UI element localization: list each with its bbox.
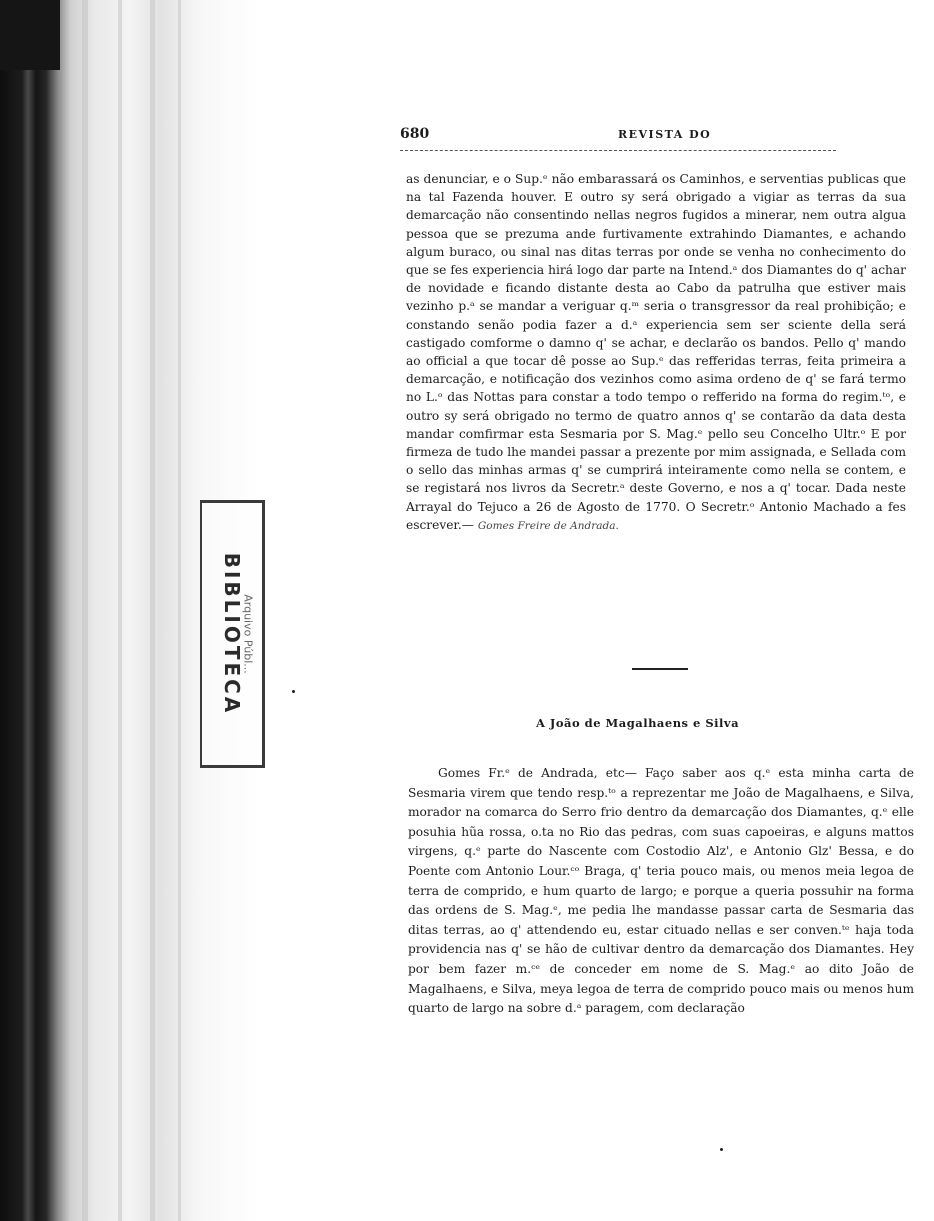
binding-stripe <box>82 0 88 1221</box>
section-title: A João de Magalhaens e Silva <box>536 716 740 730</box>
continuation-text-block <box>406 170 906 535</box>
page-header <box>400 126 918 148</box>
ink-speck <box>720 1148 723 1151</box>
stamp-subtext: Arquivo Públ... <box>241 594 255 674</box>
binding-stripe <box>178 0 181 1221</box>
ink-speck <box>292 690 295 693</box>
signature: Gomes Freire de Andrada. <box>477 519 619 532</box>
running-head: REVISTA DO <box>618 128 712 141</box>
section-text-block <box>408 764 914 1019</box>
dark-corner <box>0 0 60 70</box>
stamp-text: BIBLIOTECA <box>220 552 244 716</box>
binding-stripe <box>118 0 122 1221</box>
page-number: 680 <box>400 126 430 142</box>
binding-stripe <box>150 0 155 1221</box>
library-stamp <box>200 500 265 768</box>
continuation-paragraph <box>406 170 906 535</box>
header-rule <box>400 150 836 151</box>
section-separator <box>632 668 688 670</box>
section-paragraph: Gomes Fr.ᵉ de Andrada, etc— Faço saber aos q.ᵉ esta minha carta de Sesmaria virem que tendo resp.ᵗᵒ a reprezentar me João de Magalhaens, e Silva, morador na comarca do Serro frio dentro da demarcação dos Diamantes, q.ᵉ elle posuhia hũa rossa, o.ta no Rio das pedras, com suas capoeiras, e alguns mattos virgens, q.ᵉ parte do Nascente com Costodio Alz', e Antonio Glz' Bessa, e do Poente com Antonio Lour.ᶜᵒ Braga, q' teria pouco mais, ou menos meia legoa de terra de comprido, e hum quarto de largo; e porque a queria possuhir na forma das ordens de S. Mag.ᵉ, me pedia lhe mandasse passar carta de Sesmaria das ditas terras, ao q' attendendo eu, estar cituado nellas e ser conven.ᵗᵉ haja toda providencia nas q' se hão de cultivar dentro da demarcação dos Diamantes. Hey por bem fazer m.ᶜᵉ de conceder em nome de S. Mag.ᵉ ao dito João de Magalhaens, e Silva, meya legoa de terra de comprido pouco mais ou menos hum quarto de largo na sobre d.ᵃ paragem, com declaração <box>408 766 914 1016</box>
continuation-text: as denunciar, e o Sup.ᵉ não embarassará os Caminhos, e serventias publicas que na tal Fazenda houver. E outro sy será obrigado a vigiar as terras da sua demarcação não consentindo nellas negros fugidos a minerar, nem outra algua pessoa que se prezuma ande furtivamente extrahindo Diamantes, e achando algum buraco, ou sinal nas ditas terras por onde se venha no conhecimento do que se fes experiencia hirá logo dar parte na Intend.ᵃ dos Diamantes do q' achar de novidade e ficando distante desta ao Cabo da patrulha que estiver mais vezinho p.ᵃ se mandar a veriguar q.ᵐ seria o transgressor da real prohibição; e constando senão podia fazer a d.ᵃ experiencia sem ser sciente della será castigado comforme o damno q' se achar, e declarão os bandos. Pello q' mando ao official a que tocar dê posse ao Sup.ᵉ das refferidas terras, feita primeira a demarcação, e notificação dos vezinhos como asima ordeno de q' se fará termo no L.ᵒ das Nottas para constar a todo tempo o refferido na forma do regim.ᵗᵒ, e outro sy será obrigado no termo de quatro annos q' se contarão da data desta mandar comfirmar esta Sesmaria por S. Mag.ᵉ pello seu Concelho Ultr.ᵒ E por firmeza de tudo lhe mandei passar a prezente por mim assignada, e Sellada com o sello das minhas armas q' se cumprirá inteiramente como nella se contem, e se registará nos livros da Secretr.ᵃ deste Governo, e nos a q' tocar. Dada neste Arrayal do Tejuco a 26 de Agosto de 1770. O Secretr.ᵒ Antonio Machado a fes escrever.— <box>406 172 906 532</box>
